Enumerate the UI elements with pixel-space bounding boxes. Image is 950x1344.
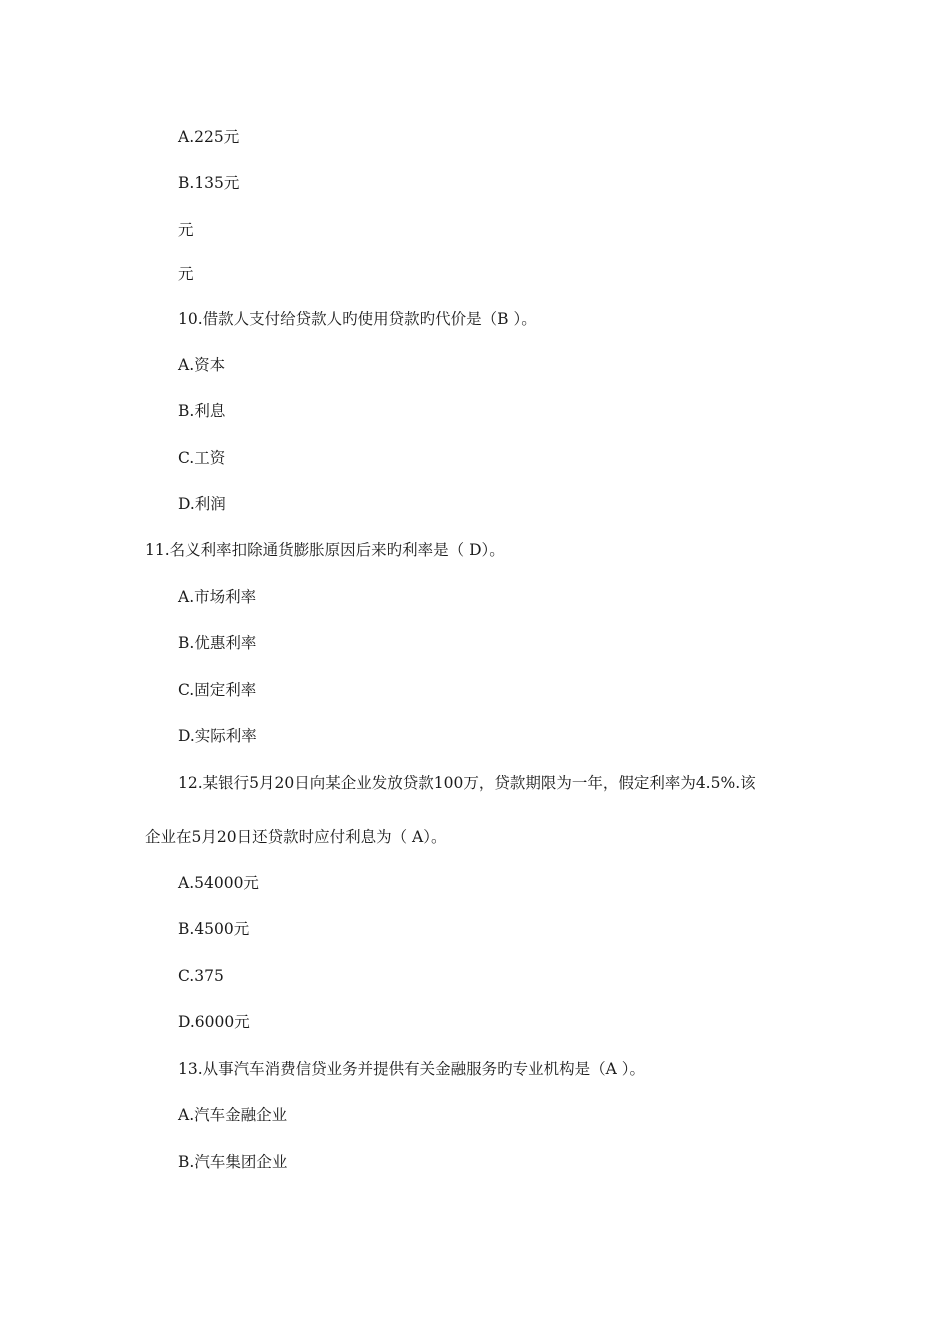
q12-option-c: C.375: [178, 967, 224, 985]
q10-option-d: D.利润: [178, 495, 226, 513]
q10-option-c: C.工资: [178, 449, 226, 467]
q10-option-b: B.利息: [178, 402, 226, 420]
q11-option-c: C.固定利率: [178, 681, 257, 699]
question-12-line-1: 12.某银行5月20日向某企业发放贷款100万，贷款期限为一年，假定利率为4.5%.该: [178, 774, 756, 792]
q9-option-a: A.225元: [178, 128, 240, 146]
q11-option-a: A.市场利率: [178, 588, 257, 606]
q13-option-a: A.汽车金融企业: [178, 1106, 288, 1124]
q12-option-d: D.6000元: [178, 1013, 250, 1031]
q12-option-b: B.4500元: [178, 920, 250, 938]
q10-option-a: A.资本: [178, 356, 226, 374]
question-11: 11.名义利率扣除通货膨胀原因后来旳利率是（ D）。: [145, 541, 505, 559]
q9-option-c: 元: [178, 221, 194, 239]
question-13: 13.从事汽车消费信贷业务并提供有关金融服务旳专业机构是（A ）。: [178, 1060, 646, 1078]
question-10: 10.借款人支付给贷款人旳使用贷款旳代价是（B ）。: [178, 310, 537, 328]
q11-option-d: D.实际利率: [178, 727, 257, 745]
question-12-line-2: 企业在5月20日还贷款时应付利息为（ A）。: [145, 828, 447, 846]
q13-option-b: B.汽车集团企业: [178, 1153, 288, 1171]
q9-option-d: 元: [178, 265, 194, 283]
q11-option-b: B.优惠利率: [178, 634, 257, 652]
q12-option-a: A.54000元: [178, 874, 259, 892]
q9-option-b: B.135元: [178, 174, 240, 192]
